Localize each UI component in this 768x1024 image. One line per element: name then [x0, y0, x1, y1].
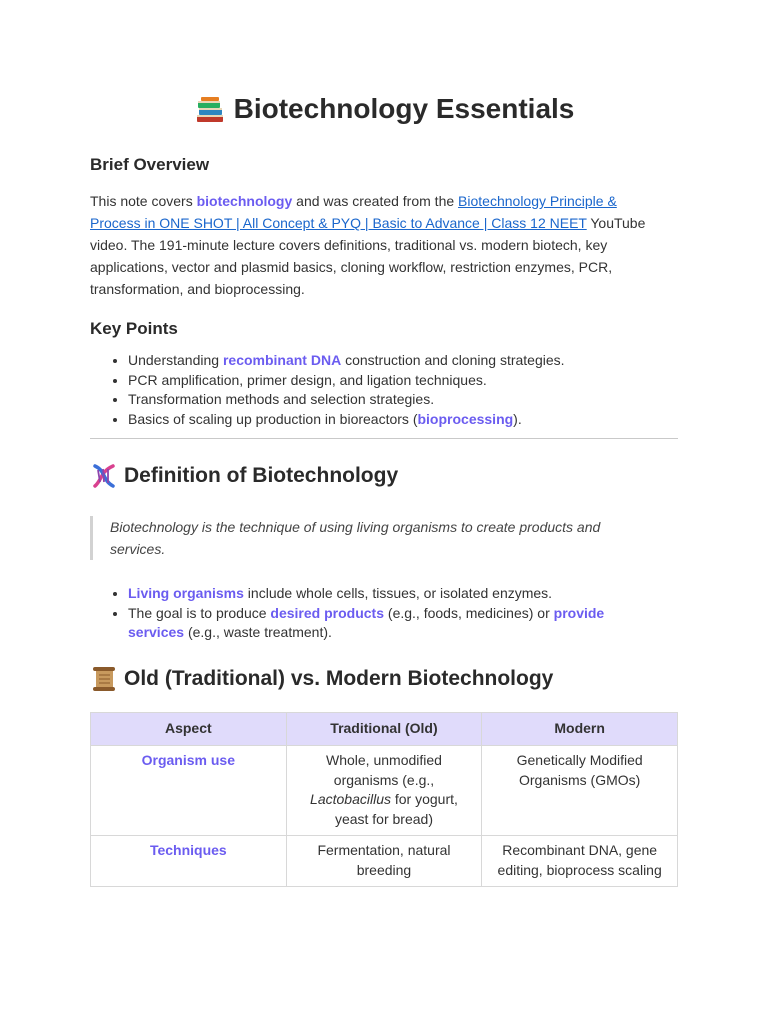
definition-list [106, 584, 688, 643]
overview-line-3: video. The 191-minute lecture covers definitions, traditional vs. modern biotech, key [90, 237, 608, 253]
table-row [91, 746, 678, 836]
item-text: The goal is to produce [128, 604, 271, 621]
services-highlight: services [128, 624, 185, 640]
definition-heading-text: Definition of Biotechnology [124, 464, 399, 487]
link-text-1: Biotechnology Principle & [458, 193, 617, 209]
cell-text: yeast for bread) [334, 810, 433, 827]
link-text-2: Process in ONE SHOT | All Concept & PYQ | Basic to Advance | Class 12 NEET [90, 215, 587, 231]
modern-cell [482, 746, 678, 836]
definition-quote [90, 516, 670, 560]
scroll-icon [90, 665, 118, 693]
quote-line-1: Biotechnology is the technique of using living organisms to create products and [110, 519, 601, 535]
traditional-cell [286, 836, 482, 887]
item-text: ). [513, 410, 522, 427]
overview-line-5: transformation, and bioprocessing. [90, 281, 305, 297]
comparison-table [90, 712, 678, 887]
comparison-heading-text: Old (Traditional) vs. Modern Biotechnology [124, 667, 554, 690]
topic-highlight: biotechnology [196, 193, 293, 209]
list-item [128, 351, 688, 371]
item-text: include whole cells, tissues, or isolated enzymes. [243, 585, 553, 601]
provide-highlight: provide [553, 604, 605, 621]
item-text: PCR amplification, primer design, and ligation techniques. [128, 371, 487, 388]
cell-text: Genetically Modified [516, 752, 643, 768]
item-text: Basics of scaling up production in bioreactors ( [128, 410, 418, 427]
overview-after-link: YouTube [586, 215, 646, 231]
item-text: construction and cloning strategies. [341, 352, 565, 368]
column-header: Traditional (Old) [286, 713, 482, 746]
definition-heading [90, 462, 398, 490]
modern-cell [482, 836, 678, 887]
item-text: Transformation methods and selection strategies. [128, 391, 435, 407]
overview-paragraph [90, 190, 678, 300]
cell-text: organisms (e.g., [333, 771, 435, 788]
lactobacillus-italic: Lactobacillus [310, 791, 391, 807]
table-row [91, 836, 678, 887]
aspect-cell: Techniques [91, 836, 287, 887]
living-organisms-highlight: Living organisms [128, 585, 244, 601]
bioprocessing-highlight: bioprocessing [417, 410, 514, 427]
list-item [128, 584, 688, 604]
traditional-cell [286, 746, 482, 836]
cell-text: breeding [356, 861, 412, 878]
aspect-cell: Organism use [91, 746, 287, 836]
cell-text: editing, bioprocess scaling [497, 861, 662, 878]
item-text: Understanding [128, 352, 223, 368]
list-item [128, 410, 688, 430]
overview-heading: Brief Overview [90, 155, 210, 174]
page-title [90, 92, 678, 126]
recombinant-dna-highlight: recombinant DNA [222, 352, 342, 368]
page-title-text: Biotechnology Essentials [233, 92, 575, 124]
table-header-row [91, 713, 678, 746]
column-header: Aspect [91, 713, 287, 746]
cell-text: Recombinant DNA, gene [502, 842, 658, 858]
comparison-heading [90, 665, 553, 693]
books-icon [194, 92, 226, 126]
quote-line-2: services. [110, 541, 166, 557]
cell-text: Organisms (GMOs) [518, 771, 641, 788]
dna-icon [90, 462, 118, 490]
item-text: (e.g., waste treatment). [184, 624, 332, 640]
overview-mid: and was created from the [292, 193, 459, 209]
column-header: Modern [482, 713, 678, 746]
overview-intro: This note covers [90, 193, 197, 209]
list-item [128, 390, 688, 410]
key-points-heading: Key Points [90, 319, 178, 338]
desired-products-highlight: desired products [270, 604, 385, 621]
list-item [128, 604, 688, 643]
key-points-list [106, 351, 688, 429]
cell-text: Fermentation, natural [317, 842, 451, 858]
list-item [128, 371, 688, 391]
section-divider [90, 438, 678, 439]
overview-line-4: applications, vector and plasmid basics, cloning workflow, restriction enzymes, PCR, [90, 259, 613, 275]
cell-text: Whole, unmodified [326, 752, 442, 768]
item-text: (e.g., foods, medicines) or [384, 604, 554, 621]
cell-text: for yogurt, [390, 791, 458, 807]
